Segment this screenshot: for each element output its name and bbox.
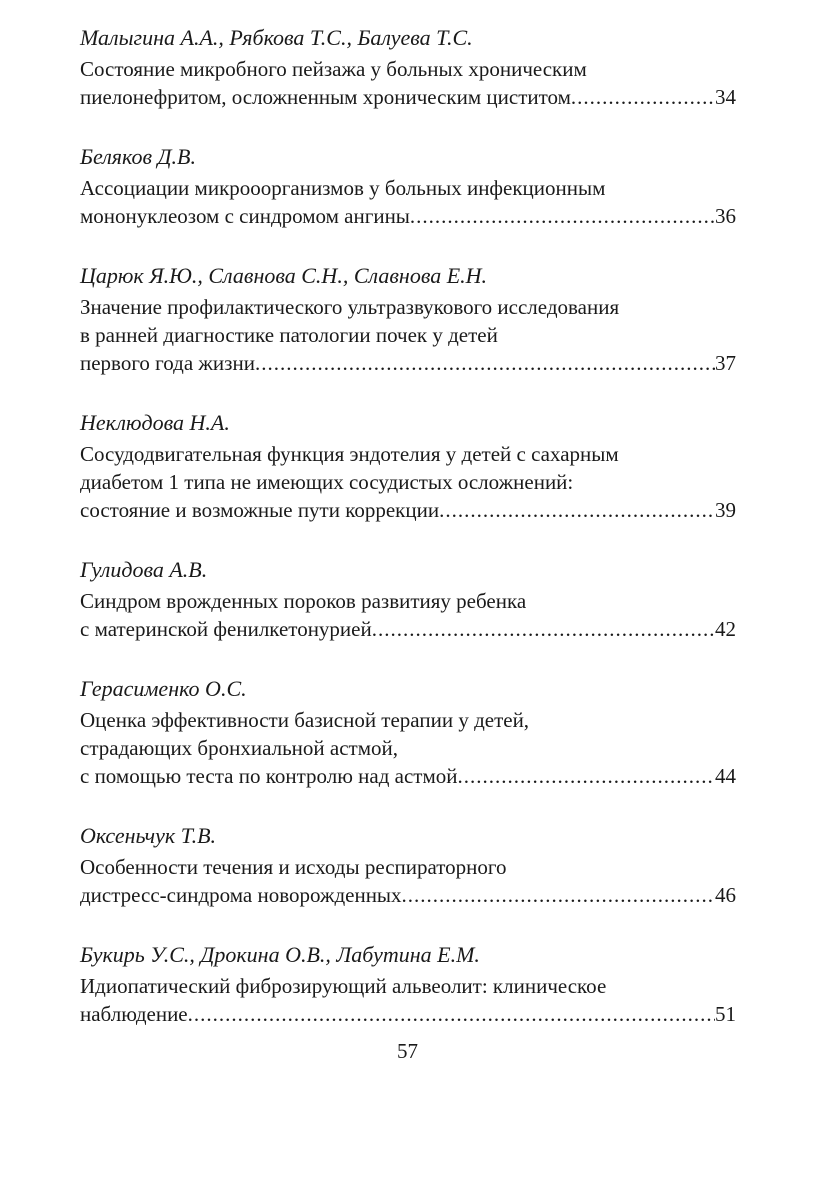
- entry-title-text: состояние и возможные пути коррекции: [80, 498, 440, 522]
- entry-title-last-line: [80, 83, 736, 111]
- entry-title-text: с помощью теста по контролю над астмой: [80, 764, 458, 788]
- toc-entry: [80, 143, 736, 230]
- entry-title-last-line: [80, 496, 736, 524]
- entry-title-line: Ассоциации микрооорганизмов у больных инфекционным: [80, 176, 606, 200]
- toc-entry: [80, 409, 736, 524]
- entry-title-last-line: [80, 881, 736, 909]
- entry-title-line: Особенности течения и исходы респираторного: [80, 855, 507, 879]
- entry-title-line: Оценка эффективности базисной терапии у детей,: [80, 708, 530, 732]
- entry-title-text: с материнской фенилкетонурией: [80, 617, 372, 641]
- entry-title-text: пиелонефритом, осложненным хроническим циститом: [80, 85, 571, 109]
- dot-leader: [372, 615, 715, 643]
- entry-authors: Царюк Я.Ю., Славнова С.Н., Славнова Е.Н.: [80, 263, 488, 288]
- entry-page-number: 51: [715, 1002, 736, 1026]
- entry-title-text: дистресс-синдрома новорожденных: [80, 883, 402, 907]
- entry-title-line: Состояние микробного пейзажа у больных хроническим: [80, 57, 587, 81]
- dot-leader: [458, 762, 715, 790]
- entry-authors: Оксеньчук Т.В.: [80, 823, 217, 848]
- dot-leader: [255, 349, 715, 377]
- toc-entry: [80, 941, 736, 1028]
- entry-page-number: 36: [715, 204, 736, 228]
- entry-title-text: первого года жизни: [80, 351, 255, 375]
- entry-page-number: 39: [715, 498, 736, 522]
- entry-authors: Малыгина А.А., Рябкова Т.С., Балуева Т.С.: [80, 25, 473, 50]
- entry-title-line: в ранней диагностике патологии почек у детей: [80, 323, 498, 347]
- entry-authors: Беляков Д.В.: [80, 144, 196, 169]
- dot-leader: [402, 881, 715, 909]
- entry-title-text: наблюдение: [80, 1002, 188, 1026]
- entry-title-line: Идиопатический фиброзирующий альвеолит: клиническое: [80, 974, 607, 998]
- table-of-contents: [80, 24, 736, 1060]
- toc-entry: [80, 262, 736, 377]
- entry-title-last-line: [80, 615, 736, 643]
- entry-page-number: 46: [715, 883, 736, 907]
- entry-title-last-line: [80, 349, 736, 377]
- entry-title-text: мононуклеозом с синдромом ангины: [80, 204, 410, 228]
- toc-entry: [80, 675, 736, 790]
- page-number: 57: [397, 1039, 418, 1063]
- entry-authors: Букирь У.С., Дрокина О.В., Лабутина Е.М.: [80, 942, 480, 967]
- entry-page-number: 34: [715, 85, 736, 109]
- toc-entry: [80, 822, 736, 909]
- entry-title-line: страдающих бронхиальной астмой,: [80, 736, 398, 760]
- dot-leader: [410, 202, 715, 230]
- entry-page-number: 44: [715, 764, 736, 788]
- dot-leader: [188, 1000, 715, 1028]
- entry-title-last-line: [80, 202, 736, 230]
- entry-page-number: 37: [715, 351, 736, 375]
- toc-entry: [80, 556, 736, 643]
- entry-authors: Неклюдова Н.А.: [80, 410, 230, 435]
- entry-page-number: 42: [715, 617, 736, 641]
- entry-title-last-line: [80, 762, 736, 790]
- toc-entry: [80, 24, 736, 111]
- dot-leader: [571, 83, 715, 111]
- entry-title-line: Значение профилактического ультразвукового исследования: [80, 295, 620, 319]
- entry-title-line: Синдром врожденных пороков развитияу ребенка: [80, 589, 527, 613]
- dot-leader: [439, 496, 715, 524]
- entry-title-last-line: [80, 1000, 736, 1028]
- entry-authors: Гулидова А.В.: [80, 557, 208, 582]
- entry-authors: Герасименко О.С.: [80, 676, 247, 701]
- entry-title-line: диабетом 1 типа не имеющих сосудистых осложнений:: [80, 470, 574, 494]
- entry-title-line: Сосудодвигательная функция эндотелия у детей с сахарным: [80, 442, 619, 466]
